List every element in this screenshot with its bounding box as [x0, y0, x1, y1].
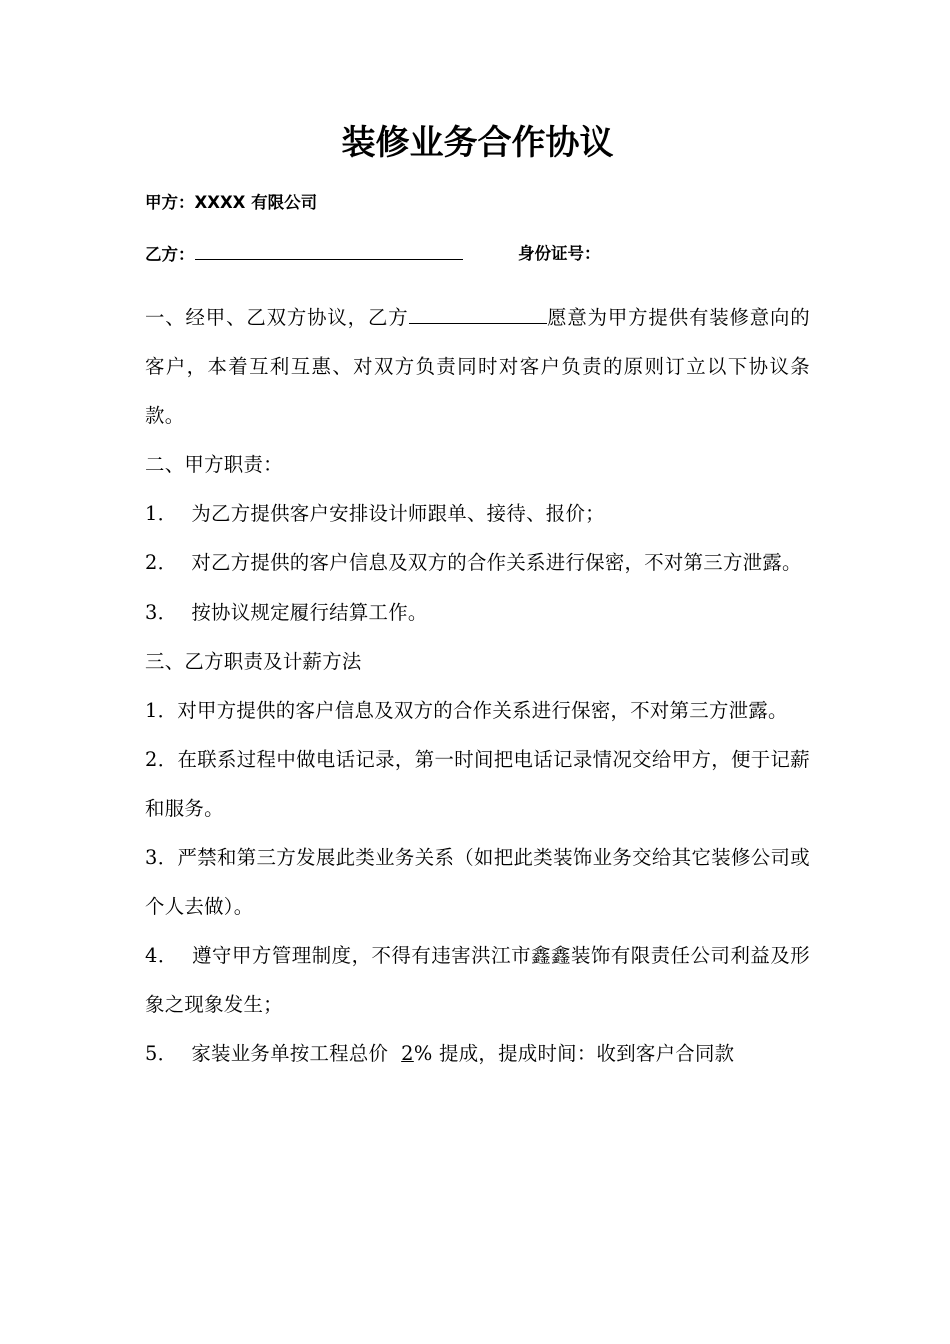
party-b-line	[145, 241, 601, 268]
item-number: 2．	[145, 747, 178, 771]
section-1-paragraph	[145, 293, 810, 440]
section-2-item-2	[145, 538, 810, 587]
item-text: % 提成，提成时间：收到客户合同款	[413, 1042, 735, 1066]
party-b-blank	[195, 241, 463, 260]
item-text: 对乙方提供的客户信息及双方的合作关系进行保密，不对第三方泄露。	[191, 551, 802, 575]
section-3-item-2	[145, 735, 810, 833]
item-number: 1．	[145, 502, 178, 526]
item-text: 遵守甲方管理制度，不得有违害洪江市鑫鑫装饰有限责任公司利益及形象之现象发生；	[145, 944, 810, 1017]
party-b-label: 乙方：	[145, 245, 195, 264]
item-text: 严禁和第三方发展此类业务关系（如把此类装饰业务交给其它装修公司或个人去做）。	[145, 846, 810, 919]
document-title: 装修业务合作协议	[341, 123, 614, 163]
id-number-label: 身份证号：	[518, 244, 601, 263]
item-number: 2．	[145, 551, 178, 575]
item-text: 家装业务单按工程总价	[191, 1042, 389, 1066]
item-text: 在联系过程中做电话记录，第一时间把电话记录情况交给甲方，便于记薪和服务。	[145, 747, 810, 820]
item-text: 对甲方提供的客户信息及双方的合作关系进行保密，不对第三方泄露。	[177, 698, 788, 722]
section-3-item-1	[145, 686, 810, 735]
section-3-item-3	[145, 833, 810, 931]
item-number: 3．	[145, 846, 178, 870]
item-text: 按协议规定履行结算工作。	[191, 600, 428, 624]
agreement-body	[145, 293, 810, 1079]
section-1-post: 愿意为甲方提供有装修意向的客户，本着互利互惠、对双方负责同时对客户负责的原则订立以下协议条款。	[145, 306, 810, 428]
item-number: 3．	[145, 600, 178, 624]
section-2-item-3	[145, 588, 810, 637]
item-number: 5．	[145, 1042, 178, 1066]
party-a-line: 甲方：XXXX 有限公司	[145, 193, 318, 212]
section-1-pre: 一、经甲、乙双方协议，乙方	[145, 306, 409, 329]
section-3-item-5	[145, 1029, 810, 1078]
party-b-name-blank	[409, 305, 547, 324]
section-2-heading: 二、甲方职责：	[145, 453, 283, 477]
item-number: 4．	[145, 944, 178, 968]
item-text: 为乙方提供客户安排设计师跟单、接待、报价；	[191, 502, 605, 526]
section-3-item-4	[145, 931, 810, 1029]
commission-rate: 2	[401, 1042, 414, 1066]
section-3-heading: 三、乙方职责及计薪方法	[145, 649, 362, 673]
item-number: 1．	[145, 698, 178, 722]
section-2-item-1	[145, 489, 810, 538]
